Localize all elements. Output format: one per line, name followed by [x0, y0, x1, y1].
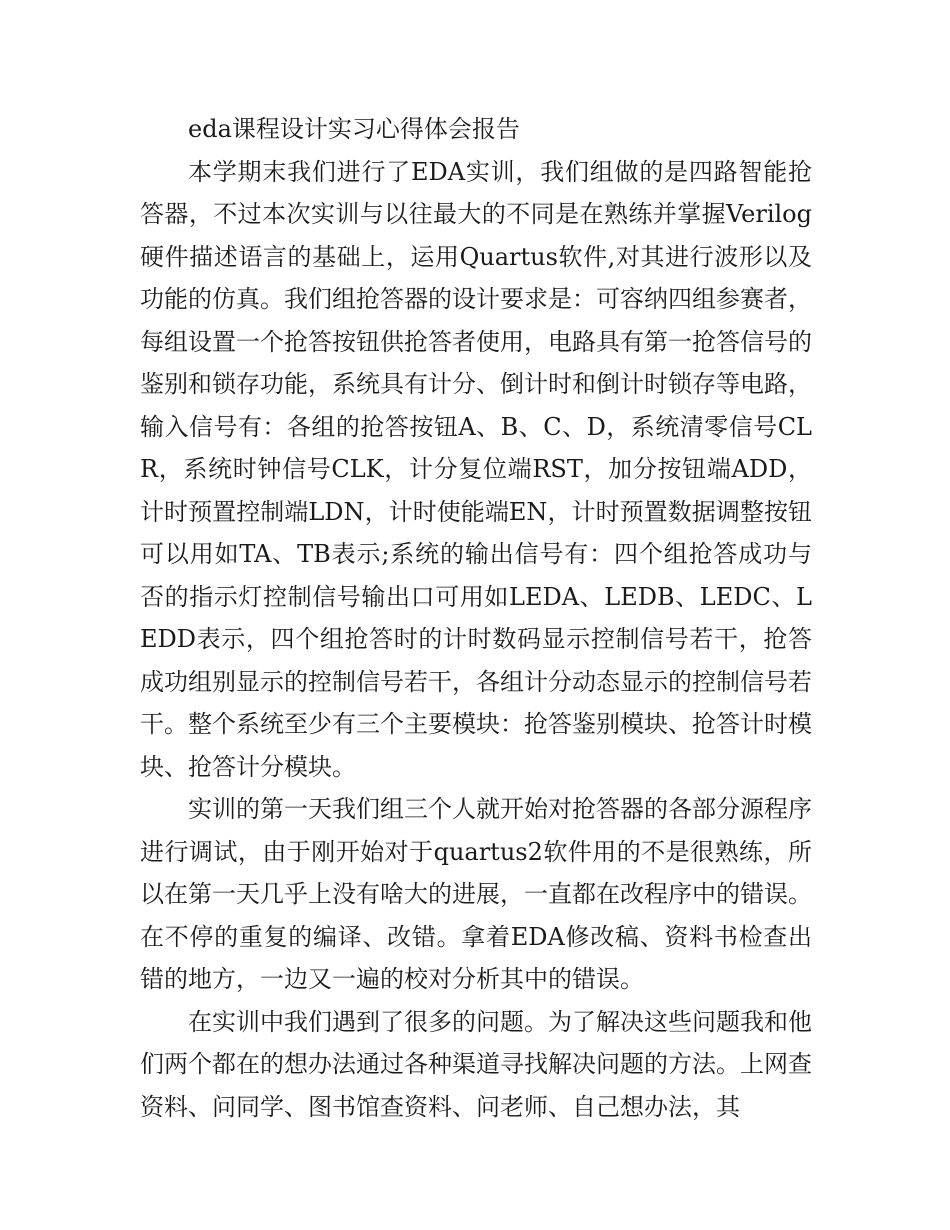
document-body — [140, 108, 812, 1128]
document-title: eda课程设计实习心得体会报告 — [188, 115, 520, 143]
paragraph-3: 在实训中我们遇到了很多的问题。为了解决这些问题我和他们两个都在的想办法通过各种渠道寻找解决问题的方法。上网查资料、问同学、图书馆查资料、问老师、自己想办法，其 — [140, 1007, 812, 1121]
paragraph-2: 实训的第一天我们组三个人就开始对抢答器的各部分源程序进行调试，由于刚开始对于quartus2软件用的不是很熟练，所以在第一天几乎上没有啥大的进展，一直都在改程序中的错误。在不停的重复的编译、改错。拿着EDA修改稿、资料书检查出错的地方，一边又一遍的校对分析其中的错误。 — [140, 795, 812, 993]
paragraph-1: 本学期末我们进行了EDA实训，我们组做的是四路智能抢答器，不过本次实训与以往最大的不同是在熟练并掌握Verilog硬件描述语言的基础上，运用Quartus软件,对其进行波形以及功能的仿真。我们组抢答器的设计要求是：可容纳四组参赛者，每组设置一个抢答按钮供抢答者使用，电路具有第一抢答信号的鉴别和锁存功能，系统具有计分、倒计时和倒计时锁存等电路，输入信号有：各组的抢答按钮A、B、C、D，系统清零信号CLR，系统时钟信号CLK，计分复位端RST，加分按钮端ADD，计时预置控制端LDN，计时使能端EN，计时预置数据调整按钮可以用如TA、TB表示;系统的输出信号有：四个组抢答成功与否的指示灯控制信号输出口可用如LEDA、LEDB、LEDC、LEDD表示，四个组抢答时的计时数码显示控制信号若干，抢答成功组别显示的控制信号若干，各组计分动态显示的控制信号若干。整个系统至少有三个主要模块：抢答鉴别模块、抢答计时模块、抢答计分模块。 — [140, 157, 812, 781]
